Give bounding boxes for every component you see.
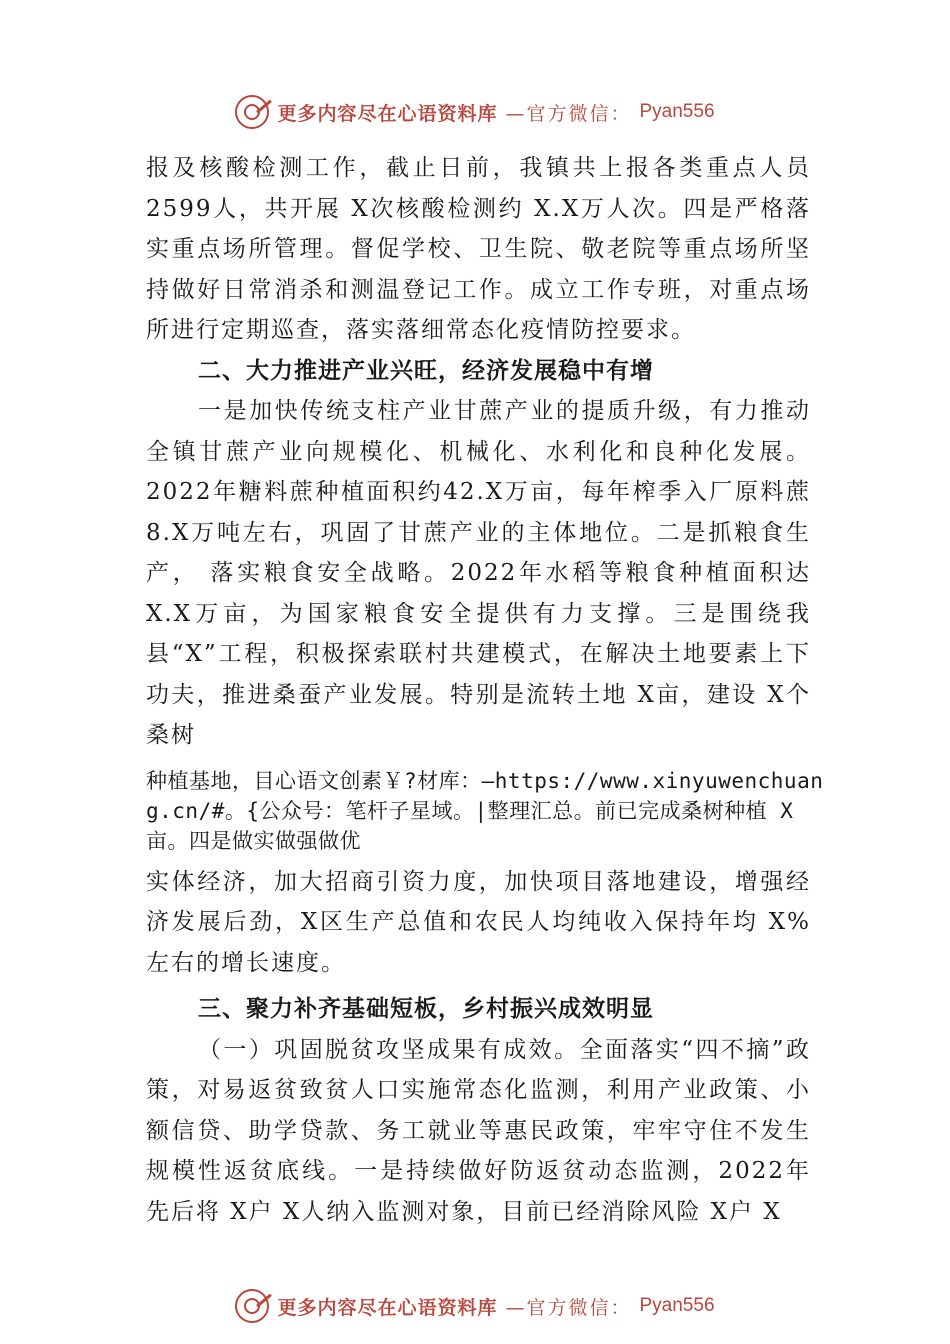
section-heading-rural-revitalization: 三、聚力补齐基础短板，乡村振兴成效明显 xyxy=(198,996,654,1022)
paragraph-epidemic-control: 报及核酸检测工作，截止日前，我镇共上报各类重点人员2599人，共开展 X次核酸检测约 X.X万人次。四是严格落实重点场所管理。督促学校、卫生院、敬老院等重点场所坚持做好日常消杀和测温登记工作。成立工作专班，对重点场所进行定期巡查，落实落细常态化疫情防控要求。 xyxy=(146,155,811,343)
header-banner xyxy=(0,92,950,132)
pen-logo-icon xyxy=(235,1289,269,1323)
header-banner-title: 更多内容尽在心语资料库 xyxy=(277,102,498,125)
document-body xyxy=(146,148,824,1232)
inserted-watermark-text: 种植基地，目心语文创素￥?材库：—https://www.xinyuwenchuang.cn/#。{公众号：笔杆子星域。|整理汇总。前已完成桑树种植 X 亩。四是做实做强做优 xyxy=(146,768,824,853)
footer-banner-wechat-id: Pyan556 xyxy=(639,1295,715,1316)
paragraph-poverty-alleviation: （一）巩固脱贫攻坚成果有成效。全面落实“四不摘”政策，对易返贫致贫人口实施常态化监测，利用产业政策、小 额信贷、助学贷款、务工就业等惠民政策，牢牢守住不发生规模性返贫底线。一是持续做好防返贫动态监测，2022年先后将 X户 X人纳入监测对象，目前已经消除风险 X户 X xyxy=(146,1036,811,1225)
header-banner-wechat-id: Pyan556 xyxy=(639,101,715,122)
paragraph-industry-continued: 实体经济，加大招商引资力度，加快项目落地建设，增强经济发展后劲，X区生产总值和农民人均纯收入保持年均 X%左右的增长速度。 xyxy=(146,868,811,976)
pen-logo-icon xyxy=(235,95,269,129)
section-heading-industry: 二、大力推进产业兴旺，经济发展稳中有增 xyxy=(198,357,654,384)
paragraph-industry: 一是加快传统支柱产业甘蔗产业的提质升级，有力推动全镇甘蔗产业向规模化、机械化、水利化和良种化发展。2022年糖料蔗种植面积约42.X万亩，每年榨季入厂原料蔗8.X万吨左右，巩固了甘蔗产业的主体地位。二是抓粮食生产， 落实粮食安全战略。2022年水稻等粮食种植面积达 X.X万亩，为国家粮食安全提供有力支撑。三是围绕我县“X”工程，积极探索联村共建模式，在解决土地要素上下功夫，推进桑蚕产业发展。特别是流转土地 X亩，建设 X个桑树 xyxy=(146,398,811,748)
footer-banner xyxy=(0,1286,950,1326)
footer-banner-title: 更多内容尽在心语资料库 xyxy=(277,1296,498,1319)
header-banner-wechat-label: —官方微信： xyxy=(505,102,632,125)
footer-banner-wechat-label: —官方微信： xyxy=(505,1296,632,1319)
